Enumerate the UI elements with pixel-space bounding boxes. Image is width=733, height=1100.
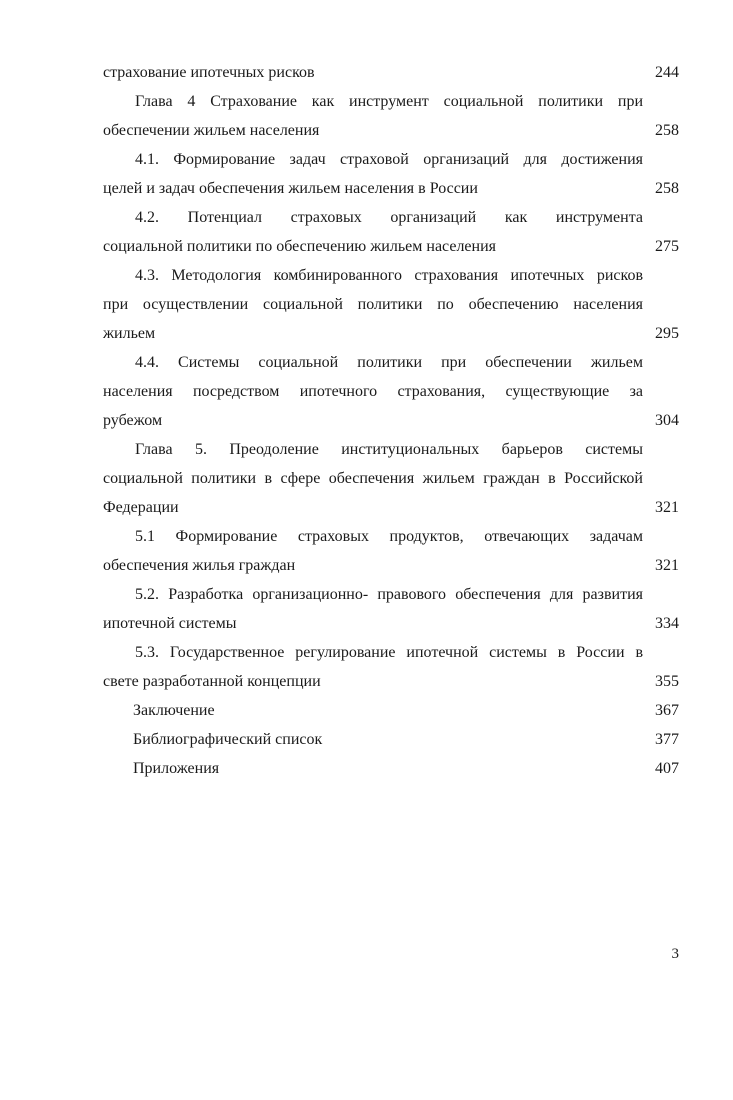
toc-entry-page: 304 <box>655 412 679 429</box>
toc-entry-continuation <box>103 493 679 522</box>
toc-entry-continuation <box>103 406 679 435</box>
toc-entry-text: социальной политики в сфере обеспечения жильем граждан в Российской <box>103 470 643 487</box>
toc-entry-text: Заключение <box>133 702 215 719</box>
toc-entry <box>103 522 679 551</box>
toc-entry-text: 4.1. Формирование задач страховой организаций для достижения <box>135 151 643 168</box>
toc-entry-page: 258 <box>655 122 679 139</box>
toc-entry <box>103 580 679 609</box>
toc-entry <box>103 725 679 754</box>
toc-entry-text: Федерации <box>103 499 179 516</box>
toc-entry-page: 355 <box>655 673 679 690</box>
toc-entry-text: 5.2. Разработка организационно- правового обеспечения для развития <box>135 586 643 603</box>
toc-entry-text: 5.1 Формирование страховых продуктов, отвечающих задачам <box>135 528 643 545</box>
toc-entry-text: социальной политики по обеспечению жильем населения <box>103 238 497 255</box>
toc-entry-text: целей и задач обеспечения жильем населения в России <box>103 180 478 197</box>
toc-entry-page: 321 <box>655 557 679 574</box>
toc-entry-text: Глава 4 Страхование как инструмент социальной политики при <box>135 93 643 110</box>
toc-entry-continuation <box>103 290 679 319</box>
toc-entry-continuation <box>103 551 679 580</box>
toc-entry-page: 295 <box>655 325 679 342</box>
toc-entry-text: Глава 5. Преодоление институциональных барьеров системы <box>135 441 643 458</box>
toc-entry-continuation <box>103 174 679 203</box>
toc-entry-page: 367 <box>655 702 679 719</box>
toc-entry-page: 258 <box>655 180 679 197</box>
toc-entry <box>103 87 679 116</box>
toc-entry-text: обеспечении жильем населения <box>103 122 320 139</box>
toc-entry-text: 5.3. Государственное регулирование ипотечной системы в России в <box>135 644 643 661</box>
toc-entry <box>103 638 679 667</box>
page-number: 3 <box>671 946 679 962</box>
toc-entry-text: рубежом <box>103 412 163 429</box>
toc-entry-text: Приложения <box>133 760 220 777</box>
toc-entry-continuation <box>103 464 679 493</box>
toc-entry <box>103 348 679 377</box>
toc-entry-text: 4.4. Системы социальной политики при обеспечении жильем <box>135 354 643 371</box>
toc-entry-text: 4.3. Методология комбинированного страхования ипотечных рисков <box>135 267 643 284</box>
toc-entry-page: 407 <box>655 760 679 777</box>
toc-entry-page: 334 <box>655 615 679 632</box>
toc-entry <box>103 696 679 725</box>
toc-entry <box>103 58 679 87</box>
toc-entry-text: при осуществлении социальной политики по обеспечению населения <box>103 296 643 313</box>
toc-entry <box>103 203 679 232</box>
toc-entry-page: 244 <box>655 64 679 81</box>
toc-entry-continuation <box>103 232 679 261</box>
toc-entry-page: 275 <box>655 238 679 255</box>
table-of-contents <box>103 58 679 783</box>
toc-entry-continuation <box>103 319 679 348</box>
toc-entry-continuation <box>103 609 679 638</box>
toc-entry-continuation <box>103 116 679 145</box>
toc-entry-text: ипотечной системы <box>103 615 237 632</box>
toc-entry <box>103 261 679 290</box>
toc-entry-continuation <box>103 377 679 406</box>
toc-entry-text: жильем <box>103 325 156 342</box>
toc-entry-text: 4.2. Потенциал страховых организаций как инструмента <box>135 209 643 226</box>
toc-entry-text: населения посредством ипотечного страхования, существующие за <box>103 383 643 400</box>
toc-entry-text: обеспечения жилья граждан <box>103 557 296 574</box>
toc-entry-text: свете разработанной концепции <box>103 673 321 690</box>
toc-entry <box>103 145 679 174</box>
toc-entry-text: Библиографический список <box>133 731 323 748</box>
toc-entry-page: 321 <box>655 499 679 516</box>
toc-entry <box>103 754 679 783</box>
toc-entry-text: страхование ипотечных рисков <box>103 64 315 81</box>
toc-entry-continuation <box>103 667 679 696</box>
toc-entry-page: 377 <box>655 731 679 748</box>
toc-entry <box>103 435 679 464</box>
